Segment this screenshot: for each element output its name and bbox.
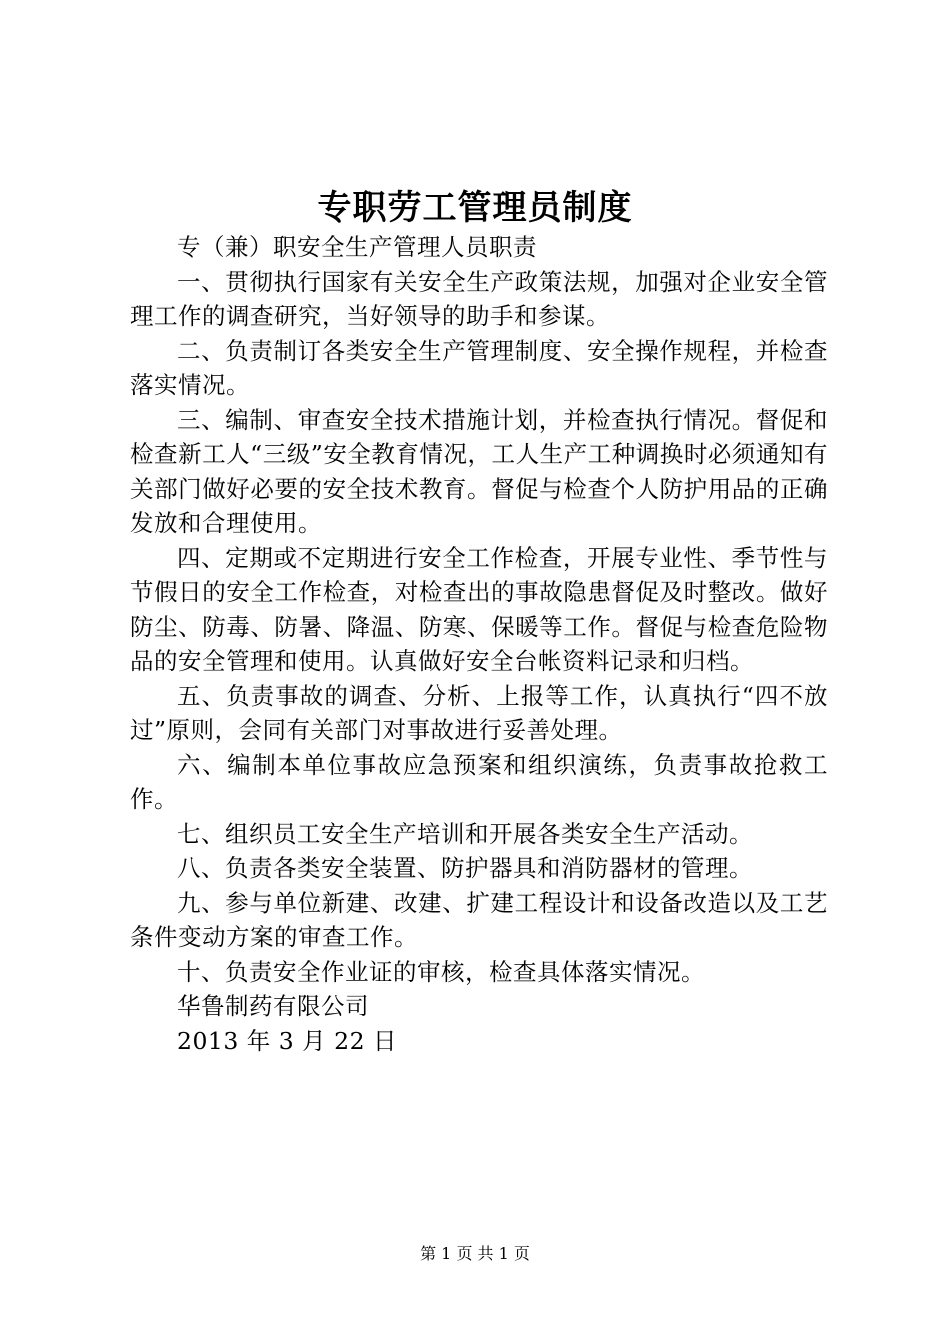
document-title: 专职劳工管理员制度: [317, 188, 633, 228]
duty-item-3: 三、编制、审查安全技术措施计划，并检查执行情况。督促和检查新工人“三级”安全教育情况，工人生产工种调换时必须通知有关部门做好必要的安全技术教育。督促与检查个人防护用品的正确发放和合理使用。: [130, 405, 828, 537]
company-name: 华鲁制药有限公司: [177, 992, 369, 1020]
duty-item-9: 九、参与单位新建、改建、扩建工程设计和设备改造以及工艺条件变动方案的审查工作。: [130, 888, 828, 951]
document-body: [130, 230, 828, 1058]
duty-item-5: 五、负责事故的调查、分析、上报等工作，认真执行“四不放过”原则，会同有关部门对事故进行妥善处理。: [130, 681, 828, 744]
section-heading: 专（兼）职安全生产管理人员职责: [177, 233, 537, 261]
duty-item-10: 十、负责安全作业证的审核，检查具体落实情况。: [177, 957, 705, 986]
duty-item-2: 二、负责制订各类安全生产管理制度、安全操作规程，并检查落实情况。: [130, 336, 828, 399]
duty-item-8: 八、负责各类安全装置、防护器具和消防器材的管理。: [177, 854, 753, 882]
duty-item-4: 四、定期或不定期进行安全工作检查，开展专业性、季节性与节假日的安全工作检查，对检查出的事故隐患督促及时整改。做好防尘、防毒、防暑、降温、防寒、保暖等工作。督促与检查危险物品的安全管理和使用。认真做好安全台帐资料记录和归档。: [130, 543, 828, 675]
document-date: 2013 年 3 月 22 日: [177, 1026, 398, 1055]
duty-item-1: 一、贯彻执行国家有关安全生产政策法规，加强对企业安全管理工作的调查研究，当好领导的助手和参谋。: [130, 267, 828, 330]
duty-item-7: 七、组织员工安全生产培训和开展各类安全生产活动。: [177, 819, 753, 848]
duty-item-6: 六、编制本单位事故应急预案和组织演练，负责事故抢救工作。: [130, 750, 828, 813]
page-number-footer: 第 1 页 共 1 页: [420, 1244, 530, 1263]
